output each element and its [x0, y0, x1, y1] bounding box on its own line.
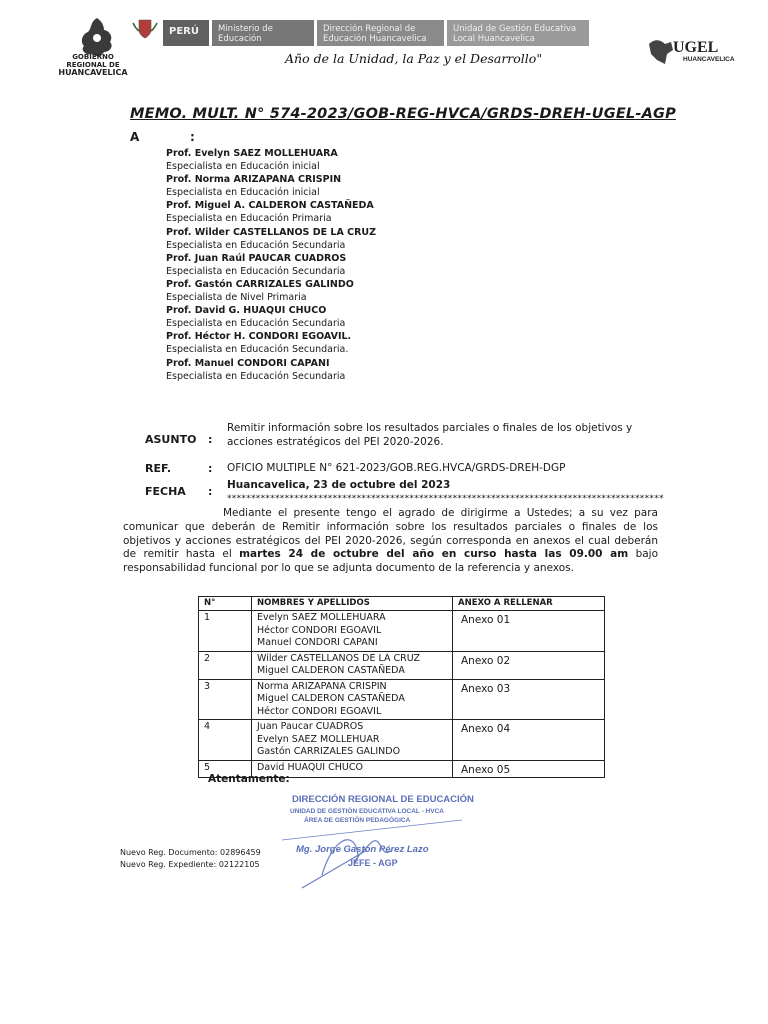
row-names [252, 679, 453, 720]
row-number: 2 [199, 651, 252, 679]
recipient-role: Especialista en Educación Secundaria [166, 239, 346, 251]
recipient-name [166, 147, 376, 160]
recipient-name [166, 173, 376, 186]
recipient-surname: CALDERON CASTAÑEDA [248, 200, 374, 212]
recipient-prefix: Prof. Wilder [166, 226, 233, 238]
row-person-name: Gastón CARRIZALES GALINDO [257, 746, 401, 757]
recipient-surname: ARIZAPANA CRISPIN [233, 174, 342, 186]
reg-documento: Nuevo Reg. Documento: 02896459 [120, 848, 261, 857]
row-number: 1 [199, 611, 252, 652]
ref-colon: : [208, 462, 213, 475]
banner-dre: Dirección Regional de Educación Huancavelica [317, 20, 444, 46]
table-header-row [199, 597, 605, 611]
row-annex: Anexo 01 [453, 611, 605, 652]
row-person-name: Norma ARIZAPANA CRISPIN [257, 680, 387, 692]
row-person-name: Manuel CONDORI CAPANI [257, 637, 378, 648]
row-person-name: Héctor CONDORI EGOAVIL [257, 624, 382, 636]
recipient-name [166, 252, 376, 265]
row-names [252, 611, 453, 652]
recipient-prefix: Prof. Evelyn [166, 148, 234, 159]
row-number: 4 [199, 720, 252, 761]
reg-expediente: Nuevo Reg. Expediente: 02122105 [120, 860, 260, 869]
table-row [199, 679, 605, 720]
fecha-label: FECHA [145, 485, 186, 498]
banner-ministerio: Ministerio de Educación [212, 20, 314, 46]
to-label: A [130, 130, 140, 144]
banner-ugel: Unidad de Gestión Educativa Local Huancavelica [447, 20, 589, 46]
recipient-role: Especialista en Educación Secundaria. [166, 344, 349, 356]
stamp-role: JEFE - AGP [348, 858, 398, 868]
row-annex: Anexo 04 [453, 720, 605, 761]
ugel-logo-sub: HUANCAVELICA [683, 56, 735, 63]
asunto-colon: : [208, 433, 213, 446]
body-text-1: Mediante el presente tengo el agrado de dirigirme a Ustedes; a su vez para comunicar que deberán de Remitir información sobre los resultados parciales o finales de los objetivos y acciones estratégicos del PEI 2020-2026, según corresponda en anexos el cual deberán de remitir hasta el [123, 507, 658, 561]
recipient-prefix: Prof. Gastón [166, 278, 236, 290]
recipient-surname: CONDORI EGOAVIL. [248, 331, 352, 343]
stamp-line-2: UNIDAD DE GESTIÓN EDUCATIVA LOCAL - HVCA [290, 808, 444, 815]
stamp-line-3: ÁREA DE GESTIÓN PEDAGÓGICA [304, 817, 411, 824]
asunto-text: Remitir información sobre los resultados parciales o finales de los objetivos y acciones estratégicos del PEI 2020-2026. [227, 422, 633, 448]
recipient-name [166, 304, 376, 317]
table-row [199, 611, 605, 652]
banner-peru: PERÚ [163, 20, 209, 46]
row-person-name: Juan Paucar CUADROS [257, 721, 364, 732]
recipient-role: Especialista en Educación Secundaria [166, 265, 346, 277]
recipient-role: Especialista en Educación Secundaria [166, 318, 346, 330]
row-person-name: Evelyn SAEZ MOLLEHUAR [257, 733, 380, 745]
row-person-name: Miguel CALDERON CASTAÑEDA [257, 693, 405, 704]
col-header-number: N° [199, 597, 252, 611]
recipient-name [166, 199, 376, 212]
registry-numbers [120, 847, 261, 871]
year-slogan: Año de la Unidad, la Paz y el Desarrollo" [285, 51, 543, 66]
col-header-annex: ANEXO A RELLENAR [453, 597, 605, 611]
recipient-role: Especialista de Nivel Primaria [166, 292, 307, 304]
annex-table [198, 596, 605, 778]
table-row [199, 720, 605, 761]
recipient-role: Especialista en Educación Secundaria [166, 370, 346, 382]
recipient-prefix: Prof. Norma [166, 174, 234, 186]
to-colon: : [190, 130, 195, 144]
recipient-role: Especialista en Educación Primaria [166, 213, 332, 225]
recipient-name [166, 357, 376, 370]
recipient-surname: CONDORI CAPANI [237, 357, 330, 369]
ugel-logo [645, 30, 745, 70]
recipient-role: Especialista en Educación inicial [166, 187, 320, 199]
fecha-colon: : [208, 485, 213, 498]
memo-title: MEMO. MULT. N° 574-2023/GOB-REG-HVCA/GRDS-DREH-UGEL-AGP [130, 106, 676, 122]
row-annex: Anexo 02 [453, 651, 605, 679]
row-person-name: David HUAQUI CHUCO [257, 761, 363, 773]
body-deadline: martes 24 de octubre del año en curso hasta las 09.00 am [239, 548, 629, 561]
row-names [252, 720, 453, 761]
stamp-name: Mg. Jorge Gaston Pérez Lazo [296, 844, 429, 855]
gov-logo-caption: GOBIERNO REGIONAL DE HUANCAVELICA [58, 53, 128, 77]
recipient-surname: PAUCAR CUADROS [248, 252, 347, 264]
row-person-name: Wilder CASTELLANOS DE LA CRUZ [257, 652, 421, 664]
asunto-label: ASUNTO [145, 433, 197, 446]
closing-atentamente: Atentamente: [208, 773, 290, 785]
row-person-name: Héctor CONDORI EGOAVIL [257, 705, 382, 717]
recipient-role: Especialista en Educación inicial [166, 161, 320, 173]
stamp-line-1: DIRECCIÓN REGIONAL DE EDUCACIÓN [292, 794, 474, 805]
row-person-name: Evelyn SAEZ MOLLEHUARA [257, 612, 386, 623]
table-row [199, 651, 605, 679]
row-annex: Anexo 05 [453, 760, 605, 777]
row-number: 3 [199, 679, 252, 720]
official-stamp-signature [262, 780, 482, 900]
row-number: 5 [199, 760, 252, 777]
row-names [252, 651, 453, 679]
recipient-surname: SAEZ MOLLEHUARA [233, 148, 338, 159]
ministry-banner [163, 20, 592, 46]
recipient-prefix: Prof. Héctor H. [166, 331, 249, 343]
ref-text: OFICIO MULTIPLE N° 621-2023/GOB.REG.HVCA/GRDS-DREH-DGP [227, 462, 566, 474]
recipient-name [166, 226, 376, 239]
recipient-list [166, 147, 376, 383]
peru-shield-icon [131, 17, 159, 41]
ugel-logo-title: UGEL [673, 39, 719, 56]
recipient-prefix: Prof. Miguel A. [166, 200, 249, 212]
body-text-2: bajo responsabilidad funcional por lo que se adjunta documento de la referencia y anexos. [123, 548, 659, 575]
recipient-name [166, 330, 376, 343]
col-header-names: NOMBRES Y APELLIDOS [252, 597, 453, 611]
recipient-name [166, 278, 376, 291]
recipient-prefix: Prof. Manuel [166, 357, 238, 369]
row-annex: Anexo 03 [453, 679, 605, 720]
row-person-name: Miguel CALDERON CASTAÑEDA [257, 665, 405, 676]
fecha-text: Huancavelica, 23 de octubre del 2023 [227, 479, 451, 491]
ref-label: REF. [145, 462, 172, 475]
recipient-surname: HUAQUI CHUCO [243, 305, 327, 317]
recipient-surname: CARRIZALES GALINDO [235, 278, 354, 290]
recipient-surname: CASTELLANOS DE LA CRUZ [232, 226, 376, 238]
body-paragraph [123, 507, 658, 576]
recipient-prefix: Prof. Juan Raúl [166, 252, 249, 264]
recipient-prefix: Prof. David G. [166, 305, 244, 317]
separator-stars: ******************************************************************************************* [227, 494, 664, 504]
